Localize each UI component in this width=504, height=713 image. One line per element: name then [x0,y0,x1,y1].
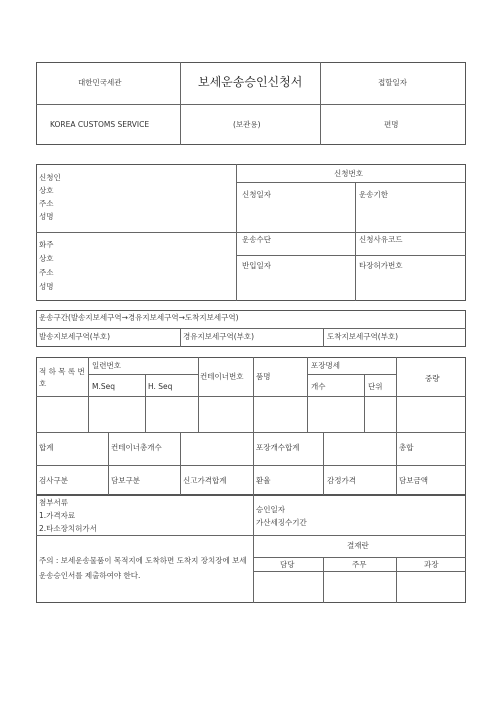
copy-type: (보관용) [233,120,261,129]
sum-label: 총합 [399,443,414,452]
app-mid-line [236,232,466,233]
approval-role-line [253,571,466,572]
attachment-storage-permit: 2.타소장치허가서 [39,524,97,533]
hseq-label: H. Seq [148,382,173,391]
total-label: 합계 [39,443,54,452]
applicant-label: 신청인 [39,173,61,182]
item-name-label: 품명 [256,372,271,381]
items-header-bottom [36,396,466,397]
transport-deadline-label: 운송기한 [359,190,388,199]
route-col1 [180,328,181,347]
route-line [36,328,466,329]
unit-label: 단위 [368,382,383,391]
inspection-type-label: 검사구분 [39,476,68,485]
col-item [253,357,254,432]
route-destination-label: 도착지보세구역(부호) [327,332,399,341]
app-col-divider [355,182,356,301]
totals-col2 [180,432,181,495]
header-divider-v2 [320,62,321,145]
cargo-number-label: 적 하 목 록 번 호 [39,367,85,388]
items-block [36,357,466,495]
shipper-label: 화주 [39,240,54,249]
footer-split-v [253,495,254,603]
weight-label: 중량 [425,374,440,383]
guarantee-type-label: 담보구분 [111,476,140,485]
package-total-label: 포장개수합계 [256,443,300,452]
other-permit-label: 타장허가번호 [359,261,403,270]
totals-col4 [323,432,324,495]
app-number-line [236,182,466,183]
route-section-label: 운송구간(발송지보세구역→경유지보세구역→도착지보세구역) [39,313,239,322]
col-unit [364,374,365,432]
app-number-label: 신청번호 [334,169,363,178]
footer-split-h [36,535,466,536]
attachment-price-data: 1.가격자료 [39,511,76,520]
serial-label: 일련번호 [92,361,121,370]
route-origin-label: 발송지보세구역(부호) [39,332,111,341]
approval-header-line [253,557,466,558]
agency-korean: 대한민국세관 [78,78,122,87]
col-container [198,357,199,432]
receipt-date-label: 접할일자 [378,78,407,87]
applicant-company: 상호 [39,186,54,195]
exchange-rate-label: 환율 [256,476,271,485]
approver-staff: 담당 [280,560,295,569]
import-date-label: 반입일자 [242,261,271,270]
approver-chief: 주무 [352,560,367,569]
approval-date-label: 승인일자 [256,505,285,514]
container-number-label: 컨테이너번호 [200,372,244,381]
totals-bottom [36,465,466,466]
items-header-mid [88,374,198,375]
approval-col1 [323,557,324,603]
totals-col5 [396,432,397,495]
route-via-label: 경유지보세구역(부호) [183,332,255,341]
app-date-label: 신청일자 [242,190,271,199]
shipper-address: 주소 [39,268,54,277]
packaging-label: 포장명세 [311,361,340,370]
col-weight [396,357,397,432]
container-count-label: 컨테이너총개수 [111,443,162,452]
applicant-address: 주소 [39,199,54,208]
appraised-price-label: 감정가격 [327,476,356,485]
agency-english: KOREA CUSTOMS SERVICE [50,120,150,129]
col-packaging [307,357,308,432]
notice-text: 주의 : 보세운송물품이 목적지에 도착하면 도착지 장치장에 보세운송승인서를 제출하여야 한다. [39,556,247,580]
totals-col1 [108,432,109,495]
shipper-name: 성명 [39,282,54,291]
col-cargo [88,357,89,432]
applicant-name: 성명 [39,212,54,221]
approver-manager: 과장 [424,560,439,569]
attachments-label: 첨부서류 [39,498,68,507]
form-title: 보세운송승인신청서 [198,75,303,89]
applicant-split-h [36,232,236,233]
shipper-company: 상호 [39,254,54,263]
header-divider-v1 [180,62,181,145]
tax-period-label: 가산세징수기간 [256,518,307,527]
footer-block [36,495,466,603]
items-data-bottom [36,432,466,433]
app-row-line [236,255,466,256]
approval-col2 [396,557,397,603]
route-col2 [323,328,324,347]
transport-means-label: 운송수단 [242,235,271,244]
approval-box-label: 결재란 [347,541,369,550]
header-divider-h [36,104,466,105]
totals-col3 [253,432,254,495]
guarantee-amount-label: 담보금액 [399,476,428,485]
reason-code-label: 신청사유코드 [359,235,403,244]
col-seq [145,374,146,432]
packaging-mid [307,374,396,375]
mseq-label: M.Seq [92,382,115,391]
count-label: 개수 [311,382,326,391]
page-label: 편명 [384,120,399,129]
declared-total-label: 신고가격합계 [183,476,227,485]
